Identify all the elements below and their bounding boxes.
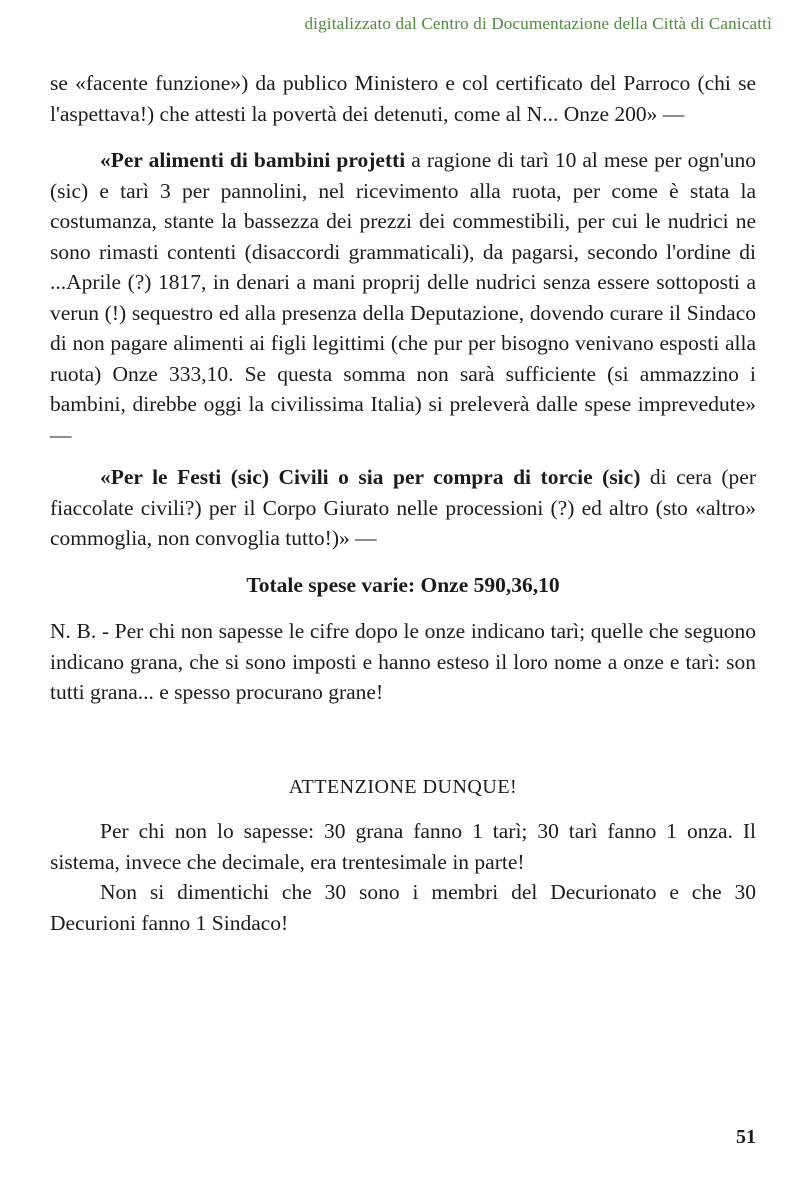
paragraph-feste-lead: «Per le Festi (sic) Civili o sia per compra di torcie (sic)	[100, 465, 641, 489]
paragraph-alimenti-lead: «Per alimenti di bambini projetti	[100, 148, 406, 172]
paragraph-alimenti	[50, 145, 756, 450]
paragraph-feste-civili	[50, 462, 756, 554]
paragraph-decurionato: Non si dimentichi che 30 sono i membri del Decurionato e che 30 Decurioni fanno 1 Sindaco!	[50, 880, 756, 935]
section-heading: ATTENZIONE DUNQUE!	[288, 775, 518, 798]
total-line: Totale spese varie: Onze 590,36,10	[246, 572, 560, 597]
digitization-watermark: digitalizzato dal Centro di Documentazione della Città di Canicattì	[304, 14, 772, 33]
page-number: 51	[736, 1126, 756, 1148]
paragraph-nota-bene: N. B. - Per chi non sapesse le cifre dopo le onze indicano tarì; quelle che seguono indicano grana, che si sono imposti e hanno esteso il loro nome a onze e tarì: son tutti grana... e spesso procurano grane!	[50, 619, 756, 704]
page-body	[50, 68, 756, 938]
paragraph-alimenti-body: a ragione di tarì 10 al mese per ogn'uno (sic) e tarì 3 per pannolini, nel ricevimento alla ruota, per come è stata la costumanza, stante la bassezza dei prezzi dei commestibili, per cui le nudrici ne sono rimasti contenti (disaccordi grammaticali), da pagarsi, secondo l'ordine di ...Aprile (?) 1817, in denari a mani proprij delle nudrici senza essere sottoposti a verun (!) sequestro ed alla presenza della Deputazione, dovendo curare il Sindaco di non pagare alimenti ai figli legittimi (che pur per bisogno venivano esposti alla ruota) Onze 333,10. Se questa somma non sarà sufficiente (si ammazzino i bambini, direbbe oggi la civilissima Italia) si preleverà dalle spese imprevedute» —	[50, 148, 756, 447]
paragraph-continuation: se «facente funzione») da publico Ministero e col certificato del Parroco (chi se l'aspettava!) che attesti la povertà dei detenuti, come al N... Onze 200» —	[50, 71, 756, 126]
paragraph-feste-body: di cera (per fiaccolate civili?) per il Corpo Giurato nelle processioni (?) ed altro (sto «altro» commoglia, non convoglia tutto!)» —	[50, 465, 757, 550]
paragraph-sistema: Per chi non lo sapesse: 30 grana fanno 1 tarì; 30 tarì fanno 1 onza. Il sistema, invece che decimale, era trentesimale in parte!	[50, 819, 756, 874]
